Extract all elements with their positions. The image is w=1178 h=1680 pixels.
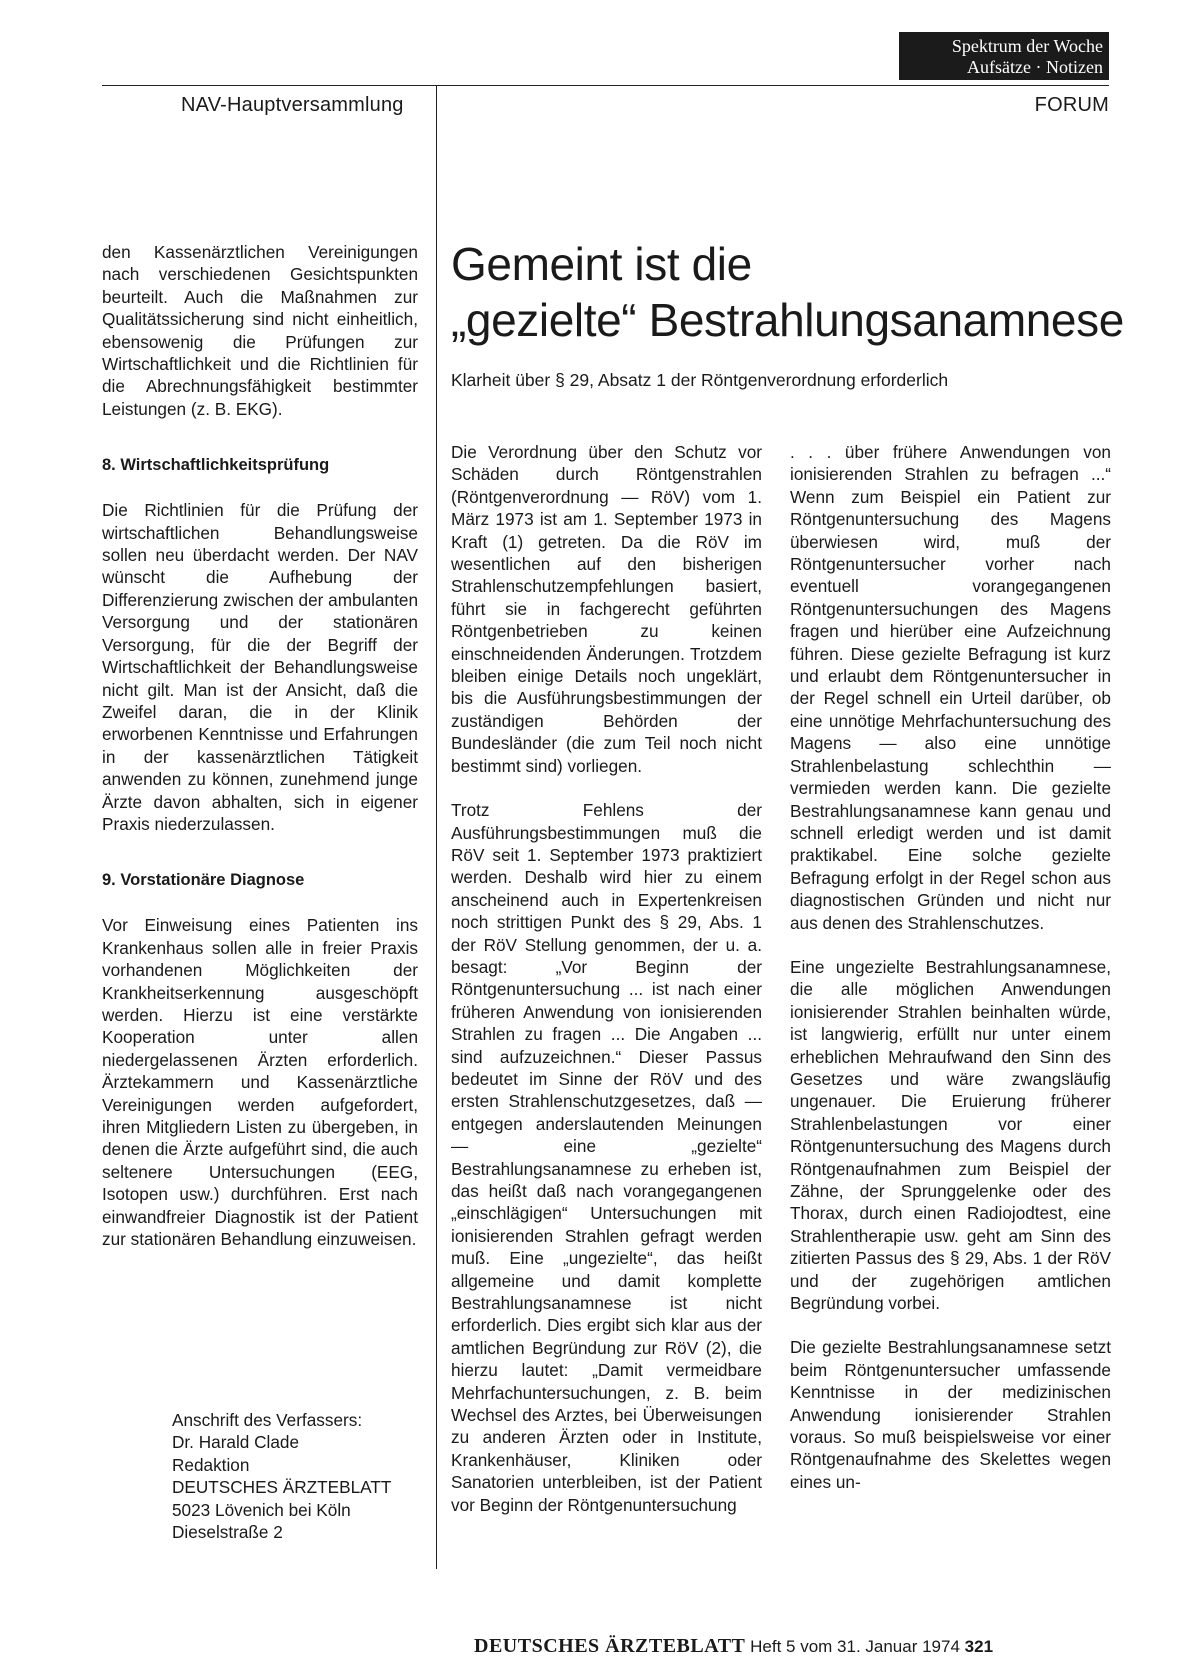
- badge-line-1: Spektrum der Woche: [951, 36, 1103, 56]
- paragraph: Vor Einweisung eines Patienten ins Krankenhaus sollen alle in freier Praxis vorhandenen Möglichkeiten der Krankheitserkennung ausgeschöpft werden. Hierzu ist eine verstärkte Kooperation unter allen niedergelassenen Ärzten erforderlich. Ärztekammern und Kassenärztliche Vereinigungen werden aufgefordert, ihren Mitgliedern Listen zu übergeben, in denen die Ärzte aufgeführt sind, die auch seltenere Untersuchungen (EEG, Isotopen usw.) durchführen. Erst nach einwandfreier Diagnostik ist der Patient zur stationären Behandlung einzuweisen.: [102, 915, 418, 1250]
- author-address: [172, 1409, 422, 1543]
- middle-column: [451, 441, 762, 1516]
- column-divider: [436, 85, 437, 1569]
- right-column: [790, 441, 1111, 1493]
- paragraph: Die gezielte Bestrahlungsanamnese setzt beim Röntgenuntersucher umfassende Kenntnisse in der medizinischen Anwendung ionisierender Strahlen voraus. So muß beispielsweise vor einer Röntgenaufnahme des Skelettes wegen eines un-: [790, 1337, 1111, 1492]
- section-heading-9: 9. Vorstationäre Diagnose: [102, 871, 305, 890]
- address-line: Anschrift des Verfassers:: [172, 1410, 363, 1430]
- address-line: Dieselstraße 2: [172, 1522, 283, 1543]
- paragraph: Trotz Fehlens der Ausführungsbestimmungen muß die RöV seit 1. September 1973 praktiziert werden. Deshalb wird hier zu einem anscheinend auch in Expertenkreisen noch strittigen Punkt des § 29, Abs. 1 der RöV Stellung genommen, der u. a. besagt: „Vor Beginn der Röntgenuntersuchung ... ist nach einer früheren Anwendung von ionisierenden Strahlen zu fragen ... Die Angaben ... sind aufzuzeichnen.“ Dieser Passus bedeutet im Sinne der RöV und des ersten Strahlenschutzgesetzes, daß — entgegen anderslautenden Meinungen — eine „gezielte“ Bestrahlungsanamnese zu erheben ist, das heißt daß nach vorangegangenen „einschlägigen“ Untersuchungen mit ionisierenden Strahlen gefragt werden muß. Eine „ungezielte“, das heißt allgemeine und damit komplette Bestrahlungsanamnese ist nicht erforderlich. Dies ergibt sich klar aus der amtlichen Begründung zur RöV (2), die hierzu lautet: „Damit vermeidbare Mehrfachuntersuchungen, z. B. beim Wechsel des Arztes, bei Überweisungen zu anderen Ärzten oder in Institute, Krankenhäuser, Kliniken oder Sanatorien unterbleiben, ist der Patient vor Beginn der Röntgenuntersuchung: [451, 800, 762, 1515]
- page-number: 321: [964, 1637, 994, 1656]
- headline-line-1: Gemeint ist die: [451, 238, 752, 290]
- paragraph: Die Verordnung über den Schutz vor Schäden durch Röntgenstrahlen (Röntgenverordnung — RöV) vom 1. März 1973 ist am 1. September 1973 in Kraft (1) getreten. Da die RöV im wesentlichen auf den bisherigen Strahlenschutzempfehlungen basiert, führt sie in fachgerecht geführten Röntgenbetrieben zu keinen einschneidenden Änderungen. Trotzdem bleiben einige Details noch ungeklärt, bis die Ausführungsbestimmungen der zuständigen Behörden der Bundesländer (die zum Teil noch nicht bestimmt sind) vorliegen.: [451, 442, 762, 776]
- running-header-right: FORUM: [1034, 94, 1109, 116]
- address-line: DEUTSCHES ÄRZTEBLATT: [172, 1477, 392, 1498]
- section-badge: [899, 32, 1109, 80]
- paragraph: Eine ungezielte Bestrahlungsanamnese, die alle möglichen Anwendungen ionisierender Strahlen beinhalten würde, ist langwierig, erfüllt nur unter einem erheblichen Mehraufwand den Sinn des Gesetzes und wäre zwangsläufig ungenauer. Die Eruierung früherer Strahlenbelastungen vor einer Röntgenuntersuchung des Magens durch Röntgenaufnahmen zum Beispiel der Zähne, der Sprunggelenke oder des Thorax, durch einen Radiojodtest, eine Strahlentherapie usw. geht am Sinn des zitierten Passus des § 29, Abs. 1 der RöV und der zugehörigen amtlichen Begründung vorbei.: [790, 956, 1111, 1314]
- article-subheadline: Klarheit über § 29, Absatz 1 der Röntgenverordnung erforderlich: [451, 370, 949, 390]
- address-line: 5023 Lövenich bei Köln: [172, 1499, 351, 1520]
- issue-info: Heft 5 vom 31. Januar 1974: [750, 1637, 960, 1656]
- publication-name: DEUTSCHES ÄRZTEBLATT: [474, 1635, 746, 1657]
- left-column: [102, 241, 418, 1250]
- headline-line-2: „gezielte“ Bestrahlungsanamnese: [451, 294, 1124, 346]
- paragraph: Die Richtlinien für die Prüfung der wirtschaftlichen Behandlungsweise sollen neu überdacht werden. Der NAV wünscht die Aufhebung der Differenzierung zwischen der ambulanten Versorgung und der stationären Versorgung, für die der Begriff der Wirtschaftlichkeit der Behandlungsweise nicht gilt. Man ist der Ansicht, daß die Zweifel daran, die in der Klinik erworbenen Kenntnisse und Erfahrungen in der kassenärztlichen Tätigkeit anwenden zu können, zunehmend junge Ärzte davon abhalten, sich in eigener Praxis niederzulassen.: [102, 500, 418, 834]
- article-headline: [451, 236, 1124, 348]
- address-line: Redaktion: [172, 1454, 250, 1475]
- paragraph: den Kassenärztlichen Vereinigungen nach verschiedenen Gesichtspunkten beurteilt. Auch die Maßnahmen zur Qualitätssicherung sind nicht einheitlich, ebensowenig die Prüfungen zur Wirtschaftlichkeit und die Richtlinien für die Abrechnungsfähigkeit bestimmter Leistungen (z. B. EKG).: [102, 242, 418, 419]
- badge-line-2: Aufsätze · Notizen: [967, 57, 1103, 77]
- page-footer: [474, 1634, 993, 1659]
- paragraph: . . . über frühere Anwendungen von ionisierenden Strahlen zu befragen ...“ Wenn zum Beispiel ein Patient zur Röntgenuntersuchung des Magens überwiesen wird, muß der Röntgenuntersucher vorher nach eventuell vorangegangenen Röntgenuntersuchungen des Magens fragen und hierüber eine Aufzeichnung führen. Diese gezielte Befragung ist kurz und erlaubt dem Röntgenuntersucher in der Regel schnell ein Urteil darüber, ob eine unnötige Mehrfachuntersuchung des Magens — also eine unnötige Strahlenbelastung schlechthin — vermieden werden kann. Die gezielte Bestrahlungsanamnese kann genau und schnell erledigt werden und ist damit praktikabel. Eine solche gezielte Befragung erfolgt in der Regel schon aus diagnostischen Gründen und nicht nur aus denen des Strahlenschutzes.: [790, 442, 1111, 933]
- top-rule: [102, 85, 1109, 86]
- address-line: Dr. Harald Clade: [172, 1432, 300, 1453]
- section-heading-8: 8. Wirtschaftlichkeitsprüfung: [102, 456, 330, 475]
- running-header-left: NAV-Hauptversammlung: [181, 94, 404, 116]
